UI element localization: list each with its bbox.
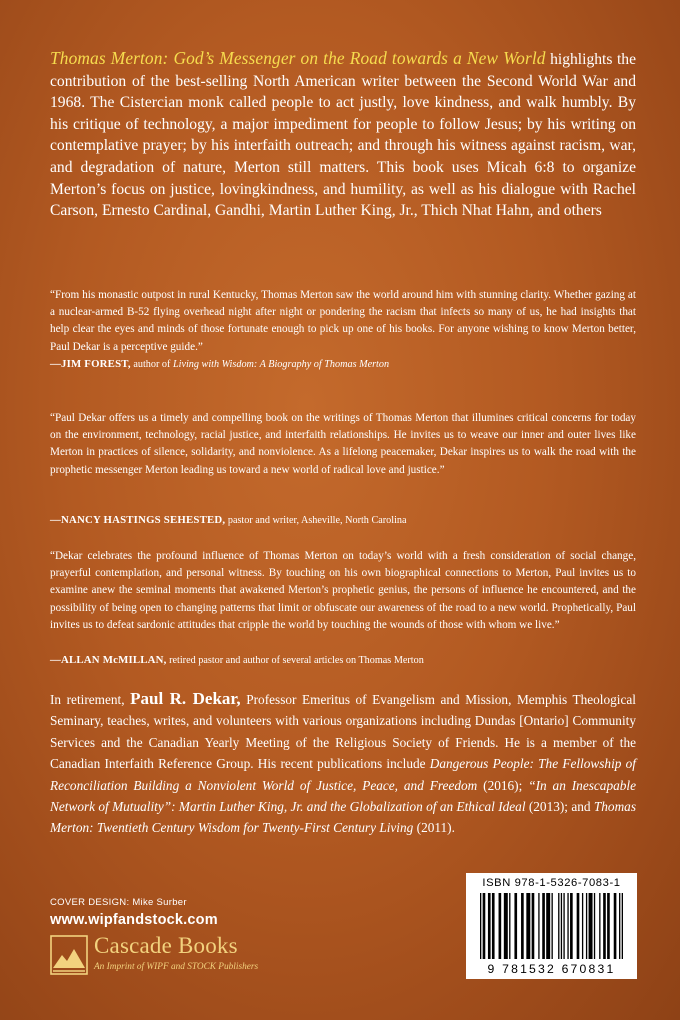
barcode-bar <box>509 893 510 959</box>
barcode-bar <box>563 893 564 959</box>
endorser-name: —JIM FOREST, <box>50 358 131 370</box>
barcode-bar <box>538 893 539 959</box>
isbn-digits: 9 781532 670831 <box>487 962 616 976</box>
barcode-bar <box>504 893 508 959</box>
barcode-bar <box>526 893 530 959</box>
barcode-bar <box>577 893 580 959</box>
barcode-bar <box>480 893 481 959</box>
isbn-label: ISBN 978-1-5326-7083-1 <box>482 877 621 889</box>
barcode-bar <box>521 893 524 959</box>
endorsement-quote: “Paul Dekar offers us a timely and compelling book on the writings of Thomas Merton that illumines critical concerns for today on the environment, technology, racial justice, and interfaith relationships. He invites us to weave our inner and outer lives like Merton in practices of silence, solidarity, and nonviolence. As a lifelong peacemaker, Dekar inspires us to walk the road with the prophetic messenger Merton leading us toward a new world of radical love and justice.” <box>50 412 636 476</box>
barcode-bar <box>603 893 606 959</box>
bio-lead: In retirement, <box>50 692 131 707</box>
barcode-bar <box>483 893 484 959</box>
book-title: Thomas Merton: God’s Messenger on the Road towards a New World <box>50 48 546 68</box>
barcode-bar <box>484 893 485 959</box>
endorsement-quote: “Dekar celebrates the profound influence of Thomas Merton on today’s world with a fresh consideration of social change, prayerful contemplation, and personal witness. By touching on his own biographical connections to Merton, Paul invites us to examine anew the seminal moments that awakened Merton’s prophetic genius, the persons of influence he encountered, and the possibility of being open to changing patterns that limit or obfuscate our awareness of the road to a new world. Prophetically, Paul invites us to defeat sardonic attitudes that cripple the world by touching the wounds of those with whom we live.” <box>50 550 636 631</box>
publisher-imprint: An Imprint of WIPF and STOCK Publishers <box>94 962 259 972</box>
barcode-bar <box>570 893 573 959</box>
barcode-bar <box>614 893 617 959</box>
barcode-bar <box>582 893 583 959</box>
barcode-bar <box>542 893 545 959</box>
publisher-logo <box>50 933 310 981</box>
barcode-bar <box>599 893 600 959</box>
barcode-bar <box>488 893 491 959</box>
barcode-bar <box>567 893 568 959</box>
barcode-bar <box>586 893 587 959</box>
endorser-role: retired pastor and author of several articles on Thomas Merton <box>166 655 424 666</box>
endorser-role: pastor and writer, Asheville, North Carolina <box>225 515 407 526</box>
barcode-bar <box>532 893 535 959</box>
barcode-bar <box>561 893 562 959</box>
endorser-name: —ALLAN McMILLAN, <box>50 654 167 666</box>
endorser-work: Living with Wisdom: A Biography of Thomas Merton <box>172 359 390 370</box>
description-text: highlights the contribution of the best-selling North American writer between the Second World War and 1968. The Cistercian monk called people to act justly, love kindness, and walk humbly. By his critique of technology, a major impediment for people to follow Jesus; by his writing on contemplative prayer; by his interfaith outreach; and through his witness against racism, war, and degradation of nature, Merton still matters. This book uses Micah 6:8 to organize Merton’s focus on justice, lovingkindness, and humility, as well as his dialogue with Rachel Carson, Ernesto Cardinal, Gandhi, Martin Luther King, Jr., Thich Nhat Hahn, and others <box>50 51 636 220</box>
barcode-bar <box>546 893 550 959</box>
publication-title: Thomas Merton: Twentieth Century Wisdom for Twenty-First Century Living <box>50 799 636 836</box>
publication-year: (2016); <box>477 777 529 793</box>
endorsement-attribution <box>50 653 636 668</box>
isbn-barcode <box>466 873 637 979</box>
author-bio <box>50 688 636 839</box>
endorser-role: author of <box>130 359 173 370</box>
publication-year: (2013); and <box>525 799 594 815</box>
barcode-bar <box>619 893 620 959</box>
endorsement-quote: “From his monastic outpost in rural Kentucky, Thomas Merton saw the world around him with stunning clarity. Whether gazing at a nuclear-armed B-52 flying overhead night after night or pondering the racism that infects so many of us, he had insights that help clear the eyes and minds of those fortunate enough to pick up one of his books. For anyone wishing to know Merton better, Paul Dekar is a perceptive guide.” <box>50 289 636 353</box>
publication-title: Dangerous People: The Fellowship of Reconciliation Building a Nonviolent World of Justice, Peace, and Freedom <box>50 756 636 793</box>
mountain-logo-icon <box>50 935 88 975</box>
publisher-website[interactable]: www.wipfandstock.com <box>50 912 218 928</box>
barcode-bar <box>607 893 610 959</box>
barcode-bar <box>594 893 595 959</box>
publication-title: “In an Inescapable Network of Mutuality”: Martin Luther King, Jr. and the Globalization of an Ethical Ideal <box>50 777 636 815</box>
barcode-bar <box>492 893 495 959</box>
book-description <box>50 48 636 222</box>
endorsement-attribution <box>50 357 636 372</box>
barcode-bar <box>558 893 559 959</box>
publication-year: (2011). <box>413 820 455 836</box>
barcode-bars <box>476 893 627 961</box>
author-name: Paul R. Dekar, <box>130 689 241 708</box>
barcode-bar <box>514 893 517 959</box>
cover-design-credit: COVER DESIGN: Mike Surber <box>50 897 187 908</box>
endorsement-attribution <box>50 513 636 528</box>
barcode-bar <box>499 893 502 959</box>
endorser-name: —NANCY HASTINGS SEHESTED, <box>50 514 226 526</box>
bio-text: Professor Emeritus of Evangelism and Mission, Memphis Theological Seminary, teaches, writes, and volunteers with various organizations including Dundas [Ontario] Community Services and the Canadian Yearly Meeting of the Religious Society of Friends. He is a member of the Canadian Interfaith Reference Group. His recent publications include <box>50 692 636 772</box>
publisher-name: Cascade Books <box>94 933 238 958</box>
barcode-bar <box>589 893 593 959</box>
barcode-bar <box>622 893 623 959</box>
barcode-bar <box>552 893 553 959</box>
